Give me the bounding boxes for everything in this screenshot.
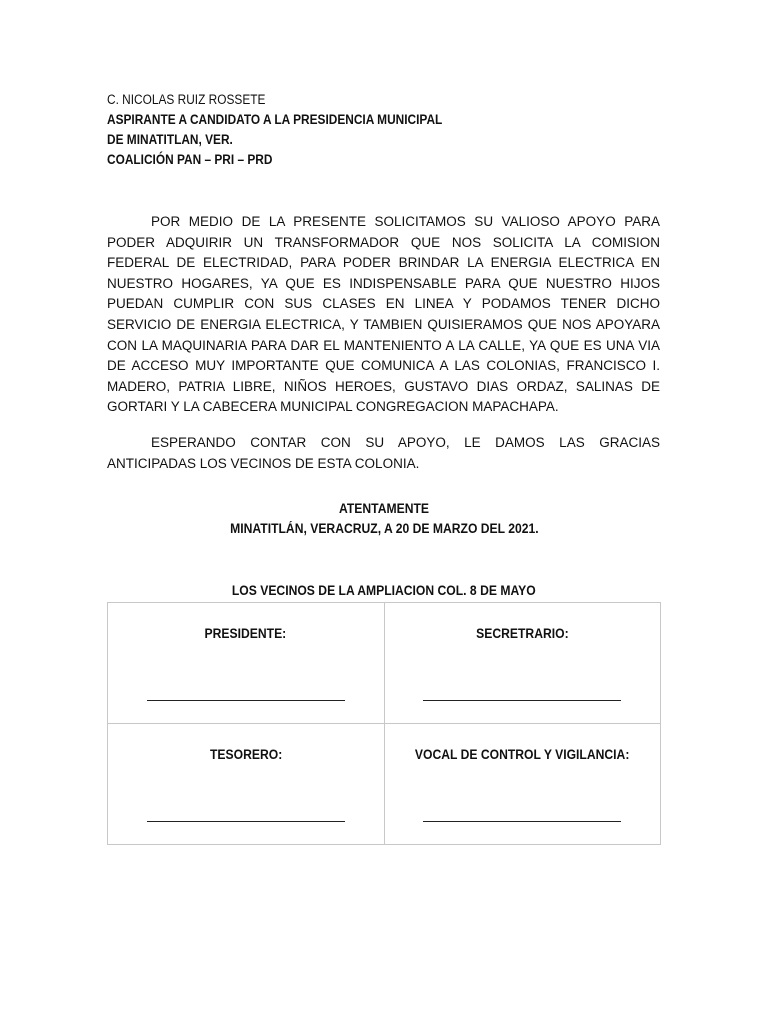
letter-closing: [107, 499, 661, 539]
body-paragraph-1-text: POR MEDIO DE LA PRESENTE SOLICITAMOS SU VALIOSO APOYO PARA PODER ADQUIRIR UN TRANSFORMADOR QUE NOS SOLICITA LA COMISION FEDERAL DE ELECTRIDAD, PARA PODER BRINDAR LA ENERGIA ELECTRICA EN NUESTRO HOGARES, YA QUE ES INDISPENSABLE PARA QUE NUESTRO HIJOS PUEDAN CUMPLIR CON SUS CLASES EN LINEA Y PODAMOS TENER DICHO SERVICIO DE ENERGIA ELECTRICA, Y TAMBIEN QUISIERAMOS QUE NOS APOYARA CON LA MAQUINARIA PARA DAR EL MANTENIENTO A LA CALLE, YA QUE ES UNA VIA DE ACCESO MUY IMPORTANTE QUE COMUNICA A LAS COLONIAS, FRANCISCO I. MADERO, PATRIA LIBRE, NIÑOS HEROES, GUSTAVO DIAS ORDAZ, SALINAS DE GORTARI Y LA CABECERA MUNICIPAL CONGREGACION MAPACHAPA.: [107, 214, 660, 415]
signature-role-label: [385, 746, 661, 764]
body-paragraph-2-text: ESPERANDO CONTAR CON SU APOYO, LE DAMOS LAS GRACIAS ANTICIPADAS LOS VECINOS DE ESTA COLONIA.: [107, 434, 660, 471]
closing-salutation: [107, 499, 661, 519]
signature-row: [108, 724, 661, 845]
recipient-name: C. NICOLAS RUIZ ROSSETE: [107, 92, 266, 107]
signature-role-text: TESORERO:: [209, 747, 282, 762]
recipient-title-line-1: ASPIRANTE A CANDIDATO A LA PRESIDENCIA MUNICIPAL: [107, 112, 443, 127]
closing-place-date: [107, 519, 661, 539]
signature-cell-secretario: [384, 603, 661, 724]
signature-role-text: PRESIDENTE:: [204, 626, 287, 641]
letter-header: [107, 90, 600, 170]
signature-line: [147, 821, 345, 822]
signature-line: [423, 821, 621, 822]
signature-table: [107, 602, 661, 845]
body-paragraph-1: [107, 212, 660, 418]
signature-role-text: VOCAL DE CONTROL Y VIGILANCIA:: [415, 747, 630, 762]
signature-row: [108, 603, 661, 724]
signature-role-label: [108, 625, 384, 643]
signature-role-text: SECRETRARIO:: [475, 626, 569, 641]
signatures-title: [107, 582, 661, 600]
closing-place-date-text: MINATITLÁN, VERACRUZ, A 20 DE MARZO DEL 2021.: [229, 521, 539, 536]
letter-body: [107, 212, 660, 474]
signature-line: [147, 700, 345, 701]
coalition-line: COALICIÓN PAN – PRI – PRD: [107, 152, 273, 167]
closing-salutation-text: ATENTAMENTE: [339, 501, 429, 516]
signature-cell-presidente: [108, 603, 385, 724]
signature-cell-vocal: [384, 724, 661, 845]
signature-role-label: [108, 746, 384, 764]
signature-line: [423, 700, 621, 701]
signature-role-label: [385, 625, 661, 643]
signature-cell-tesorero: [108, 724, 385, 845]
signatures-title-text: LOS VECINOS DE LA AMPLIACION COL. 8 DE MAYO: [232, 583, 536, 598]
recipient-title-line-2: DE MINATITLAN, VER.: [107, 132, 233, 147]
body-paragraph-2: [107, 433, 660, 474]
